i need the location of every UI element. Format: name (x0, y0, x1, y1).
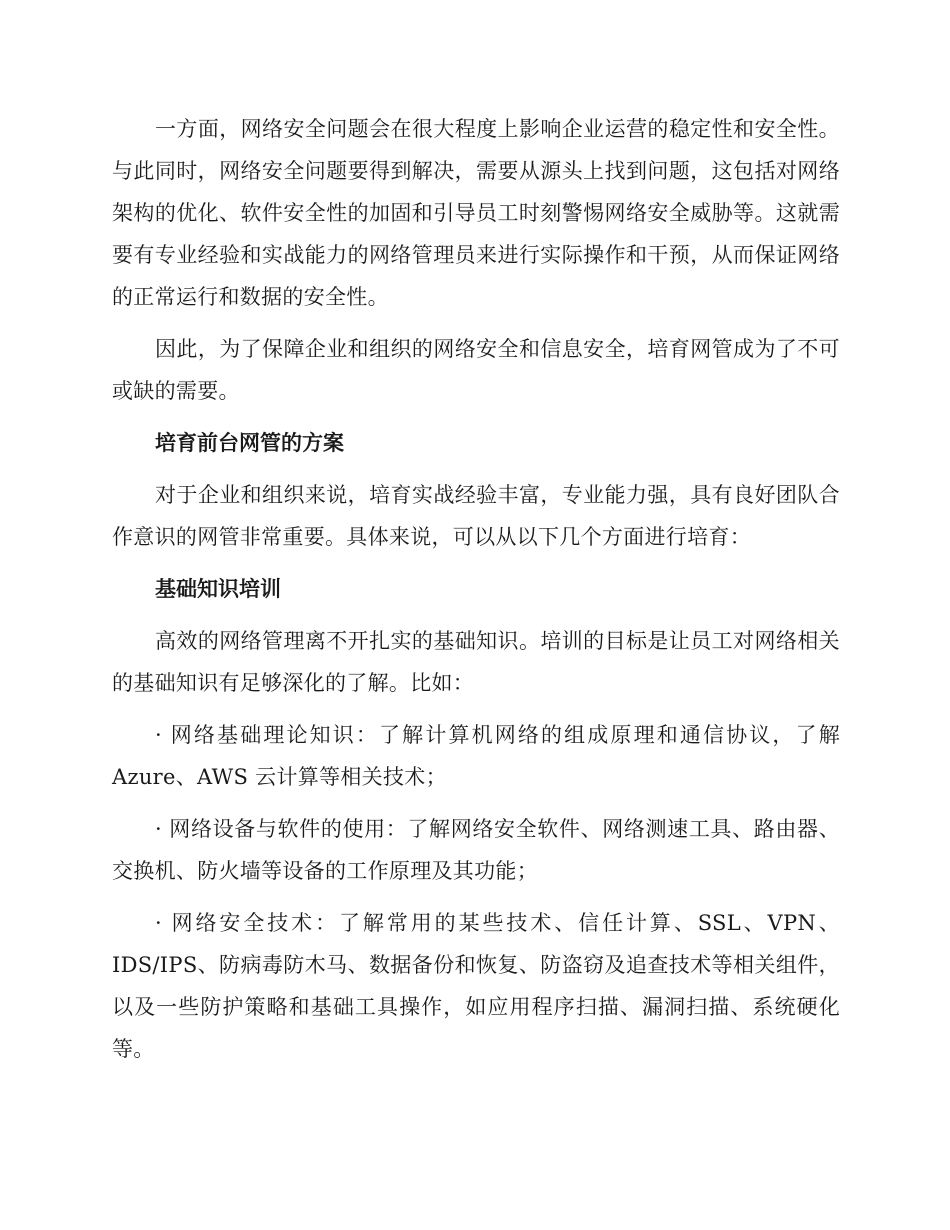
paragraph-intro: 一方面，网络安全问题会在很大程度上影响企业运营的稳定性和安全性。与此同时，网络安全问题要得到解决，需要从源头上找到问题，这包括对网络架构的优化、软件安全性的加固和引导员工时刻警惕网络安全威胁等。这就需要有专业经验和实战能力的网络管理员来进行实际操作和干预，从而保证网络的正常运行和数据的安全性。 (112, 117, 840, 309)
section-heading-basic-training: 基础知识培训 (155, 577, 281, 601)
bullet-security-tech: · 网络安全技术：了解常用的某些技术、信任计算、SSL、VPN、IDS/IPS、防病毒防木马、数据备份和恢复、防盗窃及追查技术等相关组件，以及一些防护策略和基础工具操作，如应用程序扫描、漏洞扫描、系统硬化等。 (112, 911, 840, 1061)
section-heading-plan: 培育前台网管的方案 (155, 431, 344, 455)
bullet-devices-software: · 网络设备与软件的使用：了解网络安全软件、网络测速工具、路由器、交换机、防火墙等设备的工作原理及其功能； (112, 817, 840, 883)
paragraph-plan-intro: 对于企业和组织来说，培育实战经验丰富，专业能力强，具有良好团队合作意识的网管非常重要。具体来说，可以从以下几个方面进行培育： (112, 483, 840, 549)
paragraph-conclusion: 因此，为了保障企业和组织的网络安全和信息安全，培育网管成为了不可或缺的需要。 (112, 337, 840, 403)
bullet-network-theory: · 网络基础理论知识：了解计算机网络的组成原理和通信协议，了解 Azure、AWS 云计算等相关技术； (112, 723, 840, 789)
paragraph-training-goal: 高效的网络管理离不开扎实的基础知识。培训的目标是让员工对网络相关的基础知识有足够深化的了解。比如： (112, 629, 840, 695)
